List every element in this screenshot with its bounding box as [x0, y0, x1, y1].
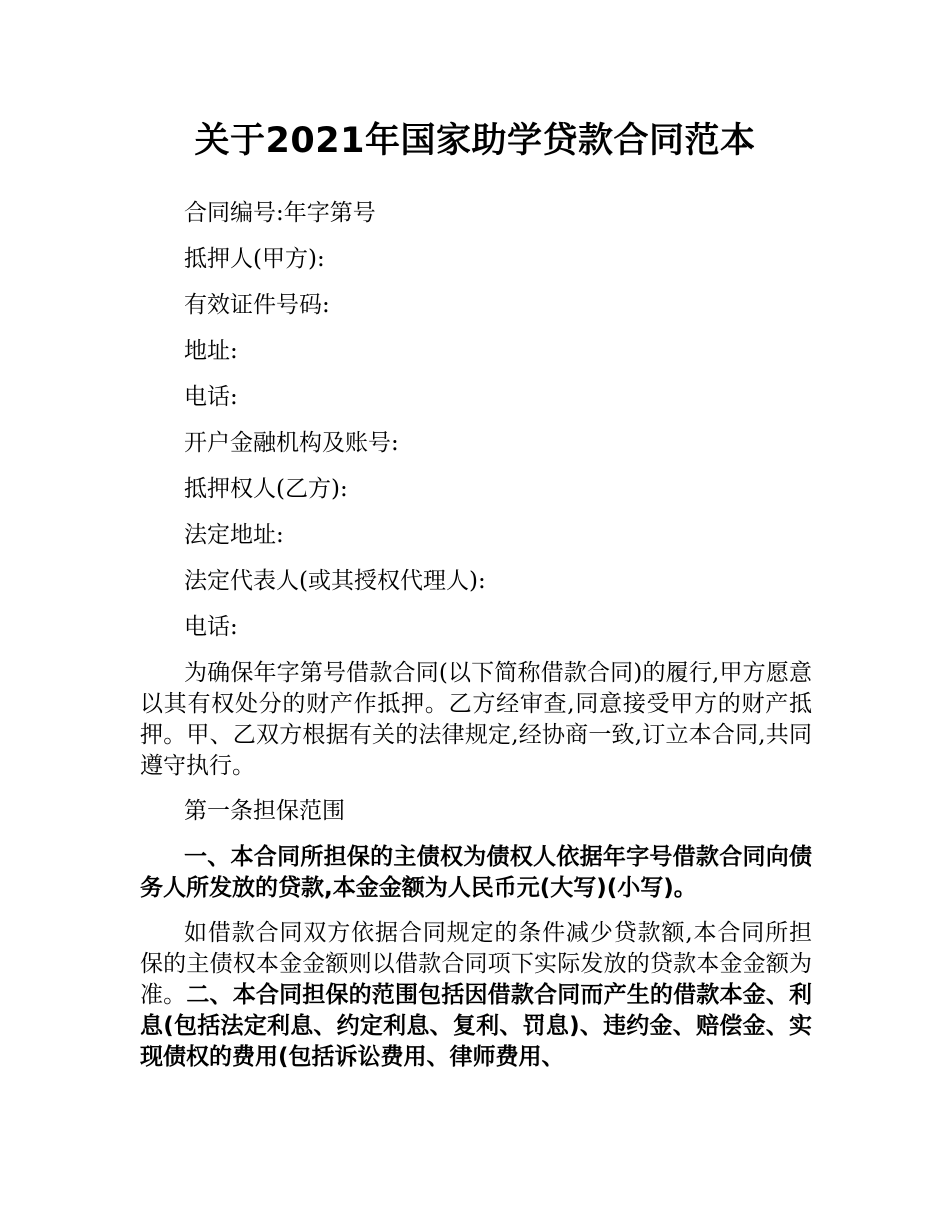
document-title: 关于2021年国家助学贷款合同范本 — [194, 121, 756, 161]
mortgagee-field: 抵押权人(乙方): — [184, 476, 348, 502]
id-number-field: 有效证件号码: — [184, 292, 330, 318]
article-1-heading: 第一条担保范围 — [184, 798, 345, 824]
mortgagee-phone-field: 电话: — [184, 614, 238, 640]
clause-1-note-text: 如借款合同双方依据合同规定的条件减少贷款额,本合同所担保的主债权本金金额则以借款合同项下实际发放的贷款本金金额为准。 — [140, 920, 812, 1008]
contract-number-field: 合同编号:年字第号 — [184, 200, 376, 226]
legal-address-field: 法定地址: — [184, 522, 284, 548]
document-body — [140, 198, 812, 1087]
phone-field: 电话: — [184, 384, 238, 410]
clause-1-note-paragraph — [140, 918, 812, 1073]
address-field: 地址: — [184, 338, 238, 364]
clause-2-text: 二、本合同担保的范围包括因借款合同而产生的借款本金、利息(包括法定利息、约定利息、复利、罚息)、违约金、赔偿金、实现债权的费用(包括诉讼费用、律师费用、 — [140, 982, 813, 1070]
preamble-paragraph: 为确保年字第号借款合同(以下简称借款合同)的履行,甲方愿意以其有权处分的财产作抵押。乙方经审查,同意接受甲方的财产抵押。甲、乙双方根据有关的法律规定,经协商一致,订立本合同,共同遵守执行。 — [140, 660, 812, 779]
clause-1-paragraph: 一、本合同所担保的主债权为债权人依据年字号借款合同向债务人所发放的贷款,本金金额为人民币元(大写)(小写)。 — [140, 844, 812, 901]
bank-account-field: 开户金融机构及账号: — [184, 430, 399, 456]
mortgagor-field: 抵押人(甲方): — [184, 246, 325, 272]
legal-representative-field: 法定代表人(或其授权代理人): — [184, 568, 486, 594]
